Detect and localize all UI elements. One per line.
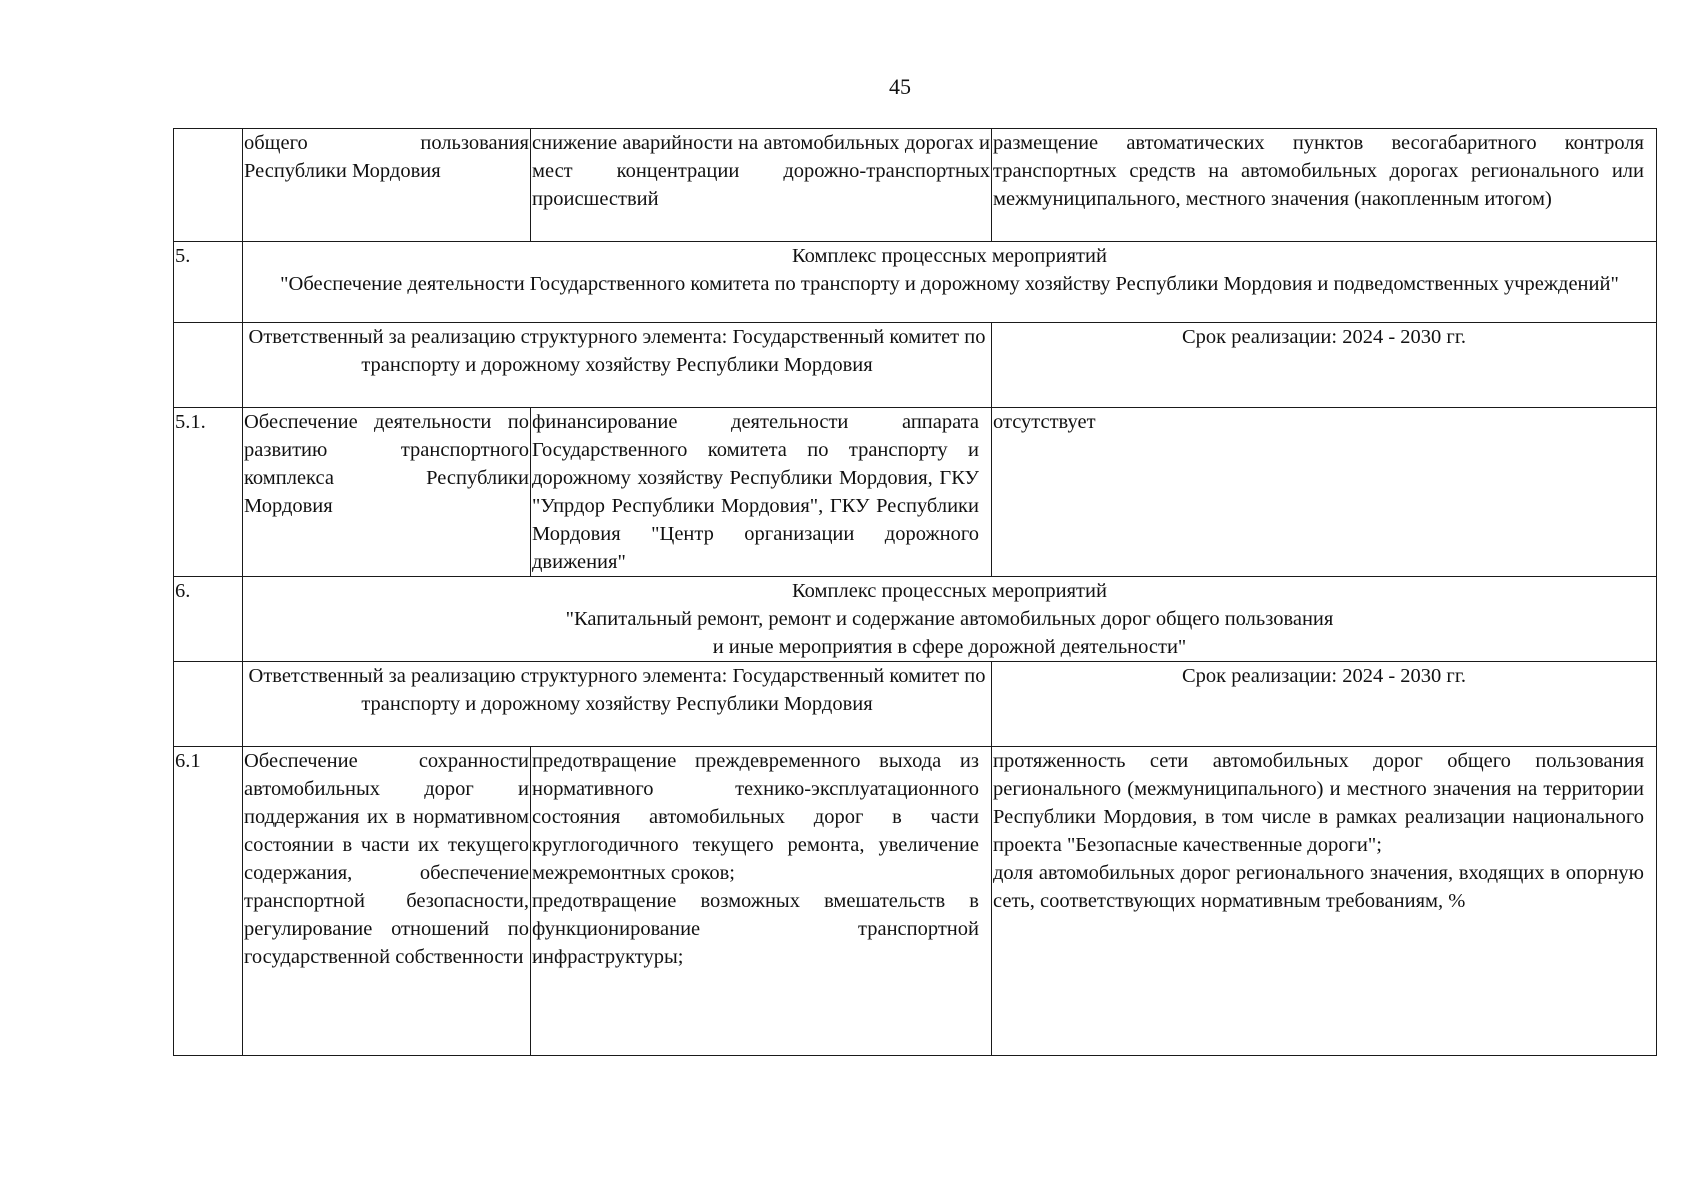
section-heading-title-cont: и иные мероприятия в сфере дорожной деятельности" <box>712 636 1187 658</box>
indicator-cell <box>992 747 1657 1056</box>
section-heading-title: "Капитальный ремонт, ремонт и содержание автомобильных дорог общего пользования <box>565 608 1334 630</box>
indicator-paragraph: доля автомобильных дорог регионального значения, входящих в опорную сеть, соответствующих нормативным требованиям, % <box>993 862 1644 912</box>
row-number-cell: 6.1 <box>174 747 243 1056</box>
indicator-paragraph: протяженность сети автомобильных дорог общего пользования регионального (межмуниципального) и местного значения на территории Республики Мордовия, в том числе в рамках реализации национального проекта "Безопасные качественные дороги"; <box>993 750 1644 856</box>
program-structure-table <box>173 128 1657 1056</box>
responsible-cell: Ответственный за реализацию структурного элемента: Государственный комитет по транспорту и дорожному хозяйству Республики Мордовия <box>243 323 992 408</box>
effect-paragraph: предотвращение преждевременного выхода из нормативного технико-эксплуатационного состояния автомобильных дорог в части круглогодичного текущего ремонта, увеличение межремонтных сроков; <box>532 750 979 884</box>
section-heading-row <box>174 577 1657 662</box>
page-number: 45 <box>889 74 911 99</box>
indicator-cell: размещение автоматических пунктов весогабаритного контроля транспортных средств на автомобильных дорогах регионального или межмуниципального, местного значения (накопленным итогом) <box>992 129 1657 242</box>
section-heading <box>243 242 1657 323</box>
term-cell: Срок реализации: 2024 - 2030 гг. <box>992 662 1657 747</box>
table-row <box>174 129 1657 242</box>
effect-cell: снижение аварийности на автомобильных дорогах и мест концентрации дорожно-транспортных происшествий <box>531 129 992 242</box>
row-number-cell: 5.1. <box>174 408 243 577</box>
section-heading-row <box>174 242 1657 323</box>
task-cell: общего пользования Республики Мордовия <box>243 129 531 242</box>
responsible-row <box>174 323 1657 408</box>
row-number-cell <box>174 323 243 408</box>
indicator-cell: отсутствует <box>992 408 1657 577</box>
responsible-cell: Ответственный за реализацию структурного элемента: Государственный комитет по транспорту и дорожному хозяйству Республики Мордовия <box>243 662 992 747</box>
table-row <box>174 408 1657 577</box>
effect-paragraph: предотвращение возможных вмешательств в функционирование транспортной инфраструктуры; <box>532 890 979 968</box>
table-row <box>174 747 1657 1056</box>
task-cell: Обеспечение деятельности по развитию транспортного комплекса Республики Мордовия <box>243 408 531 577</box>
row-number-cell <box>174 662 243 747</box>
row-number-cell <box>174 129 243 242</box>
section-heading-line: Комплекс процессных мероприятий <box>792 245 1107 267</box>
responsible-row <box>174 662 1657 747</box>
section-heading <box>243 577 1657 662</box>
effect-cell: финансирование деятельности аппарата Государственного комитета по транспорту и дорожному хозяйству Республики Мордовия, ГКУ "Упрдор Республики Мордовия", ГКУ Республики Мордовия "Центр организации дорожного движения" <box>531 408 992 577</box>
section-number: 6. <box>174 577 243 662</box>
section-heading-title: "Обеспечение деятельности Государственного комитета по транспорту и дорожному хозяйству Республики Мордовия и подведомственных учреждений" <box>280 273 1619 295</box>
effect-cell <box>531 747 992 1056</box>
section-number: 5. <box>174 242 243 323</box>
section-heading-line: Комплекс процессных мероприятий <box>792 580 1107 602</box>
task-cell: Обеспечение сохранности автомобильных дорог и поддержания их в нормативном состоянии в части их текущего содержания, обеспечение транспортной безопасности, регулирование отношений по государственной собственности <box>243 747 531 1056</box>
term-cell: Срок реализации: 2024 - 2030 гг. <box>992 323 1657 408</box>
